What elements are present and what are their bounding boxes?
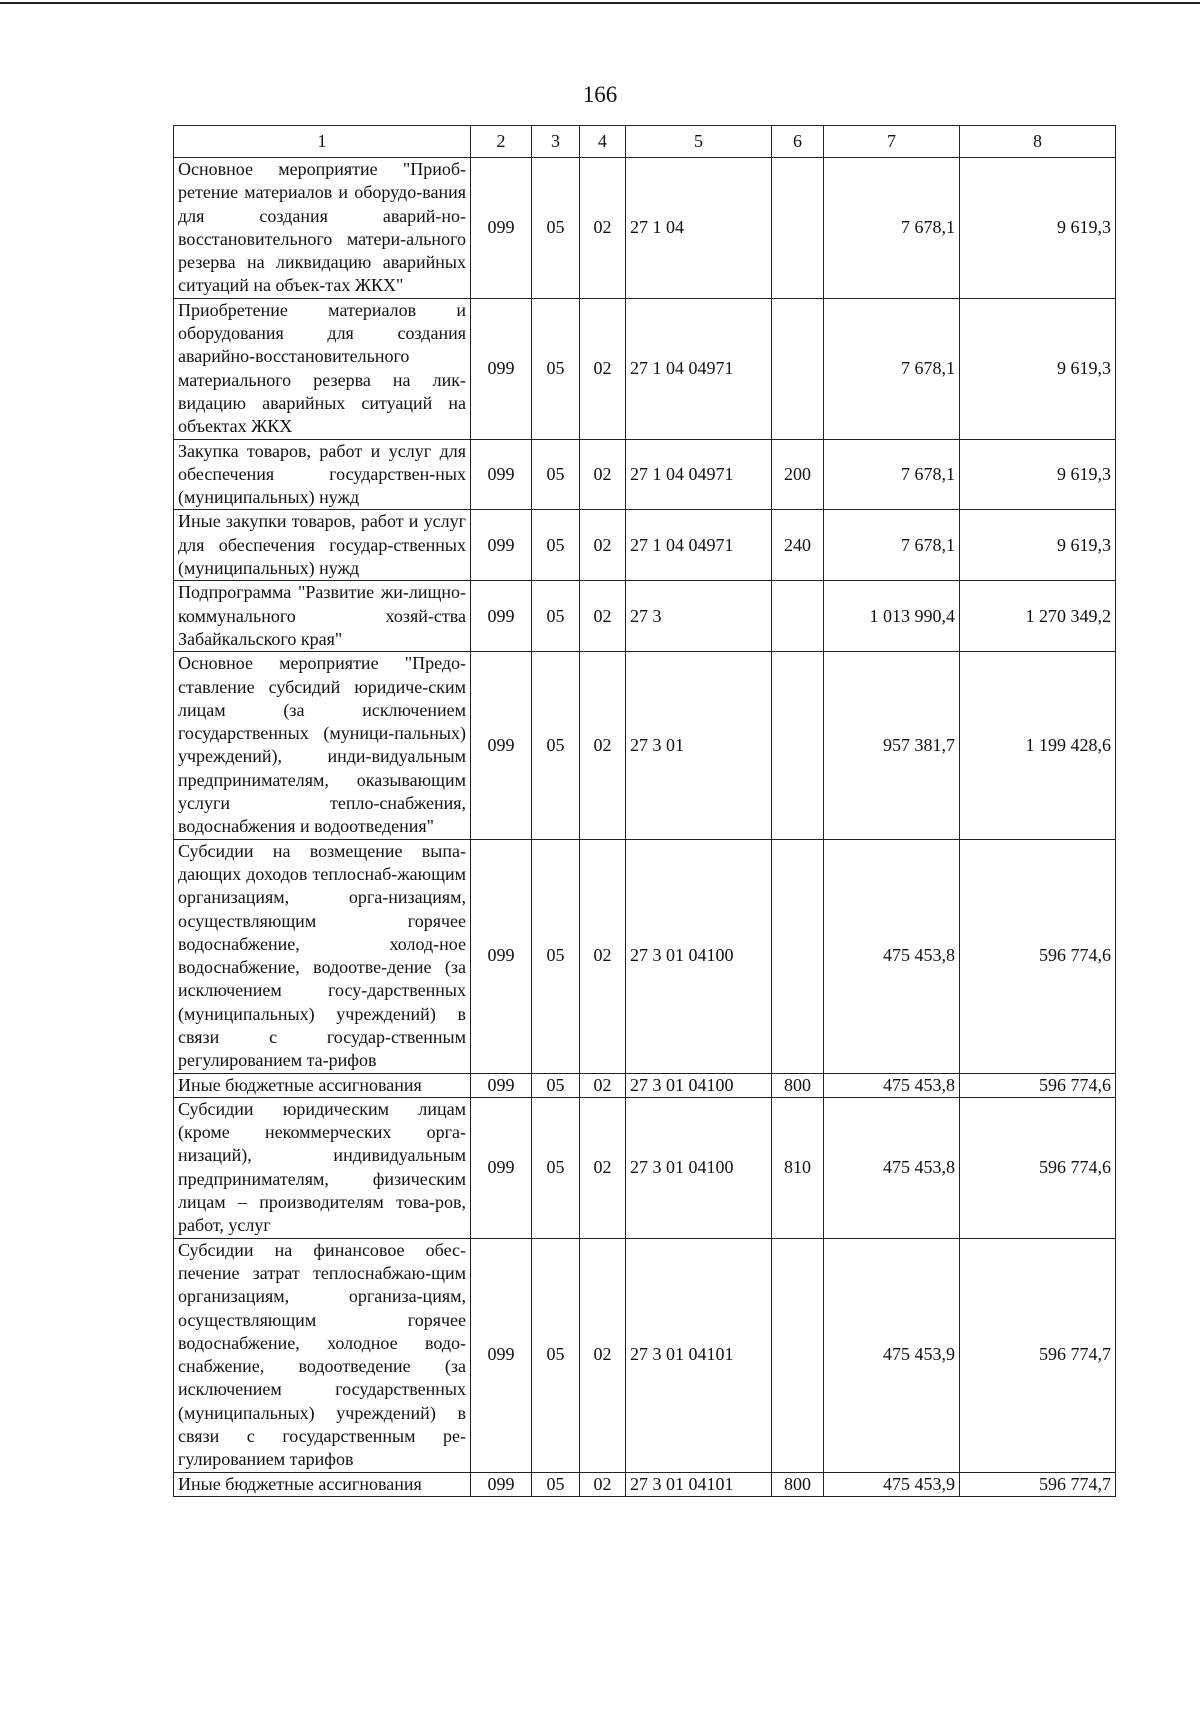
- budget-table: [173, 125, 1116, 1497]
- table-row: [174, 1472, 1116, 1496]
- cell-target-article: 27 1 04 04971: [626, 439, 772, 510]
- cell-expense-type: 240: [772, 510, 824, 581]
- cell-subsection: 02: [580, 1073, 626, 1097]
- cell-subsection: 02: [580, 510, 626, 581]
- row-description: Иные закупки товаров, работ и услуг для обеспечения государ-ственных (муниципальных) нужд: [174, 510, 471, 581]
- cell-amount-col8: 596 774,6: [960, 1073, 1116, 1097]
- row-description: Субсидии юридическим лицам (кроме некоммерческих орга-низаций), индивидуальным предпринимателям, физическим лицам – производителям това-ров, работ, услуг: [174, 1097, 471, 1238]
- cell-section: 05: [532, 158, 580, 299]
- cell-target-article: 27 1 04 04971: [626, 298, 772, 439]
- cell-expense-type: [772, 298, 824, 439]
- row-description: Закупка товаров, работ и услуг для обеспечения государствен-ных (муниципальных) нужд: [174, 439, 471, 510]
- cell-amount-col8: 9 619,3: [960, 439, 1116, 510]
- cell-target-article: 27 3 01 04100: [626, 1097, 772, 1238]
- column-header: 2: [471, 126, 532, 158]
- cell-expense-type: 810: [772, 1097, 824, 1238]
- row-description: Субсидии на возмещение выпа-дающих доходов теплоснаб-жающим организациям, орга-низациям, осуществляющим горячее водоснабжение, холод-ное водоснабжение, водоотве-дение (за исключением госу-дарственных (муниципальных) учреждений) в связи с государ-ственным регулированием та-рифов: [174, 839, 471, 1073]
- cell-amount-col8: 596 774,6: [960, 839, 1116, 1073]
- cell-ministry-code: 099: [471, 581, 532, 652]
- table-row: [174, 1238, 1116, 1472]
- column-header: 6: [772, 126, 824, 158]
- cell-target-article: 27 3 01: [626, 652, 772, 839]
- cell-amount-col7: 7 678,1: [824, 510, 960, 581]
- cell-amount-col8: 1 199 428,6: [960, 652, 1116, 839]
- column-header: 7: [824, 126, 960, 158]
- cell-subsection: 02: [580, 839, 626, 1073]
- cell-target-article: 27 3 01 04100: [626, 839, 772, 1073]
- cell-expense-type: [772, 581, 824, 652]
- cell-section: 05: [532, 839, 580, 1073]
- cell-amount-col8: 9 619,3: [960, 298, 1116, 439]
- cell-subsection: 02: [580, 298, 626, 439]
- cell-section: 05: [532, 439, 580, 510]
- table-row: [174, 652, 1116, 839]
- cell-expense-type: 200: [772, 439, 824, 510]
- row-description: Иные бюджетные ассигнования: [174, 1472, 471, 1496]
- cell-amount-col7: 475 453,8: [824, 1073, 960, 1097]
- column-header: 3: [532, 126, 580, 158]
- cell-amount-col7: 475 453,8: [824, 1097, 960, 1238]
- cell-subsection: 02: [580, 1238, 626, 1472]
- table-row: [174, 1073, 1116, 1097]
- table-row: [174, 298, 1116, 439]
- row-description: Субсидии на финансовое обес-печение затрат теплоснабжаю-щим организациям, организа-циям, осуществляющим горячее водоснабжение, холодное водо-снабжение, водоотведение (за исключением государственных (муниципальных) учреждений) в связи с государственным ре-гулированием тарифов: [174, 1238, 471, 1472]
- cell-section: 05: [532, 1073, 580, 1097]
- cell-amount-col8: 596 774,6: [960, 1097, 1116, 1238]
- cell-section: 05: [532, 652, 580, 839]
- table-row: [174, 839, 1116, 1073]
- cell-subsection: 02: [580, 652, 626, 839]
- cell-amount-col7: 475 453,9: [824, 1472, 960, 1496]
- cell-ministry-code: 099: [471, 158, 532, 299]
- cell-expense-type: 800: [772, 1073, 824, 1097]
- cell-expense-type: [772, 158, 824, 299]
- cell-amount-col7: 957 381,7: [824, 652, 960, 839]
- cell-ministry-code: 099: [471, 1238, 532, 1472]
- cell-target-article: 27 3: [626, 581, 772, 652]
- row-description: Иные бюджетные ассигнования: [174, 1073, 471, 1097]
- table-row: [174, 510, 1116, 581]
- cell-amount-col8: 9 619,3: [960, 158, 1116, 299]
- column-header: 8: [960, 126, 1116, 158]
- cell-amount-col7: 475 453,9: [824, 1238, 960, 1472]
- cell-ministry-code: 099: [471, 1073, 532, 1097]
- cell-section: 05: [532, 1097, 580, 1238]
- cell-expense-type: 800: [772, 1472, 824, 1496]
- cell-ministry-code: 099: [471, 298, 532, 439]
- cell-amount-col7: 7 678,1: [824, 298, 960, 439]
- cell-expense-type: [772, 1238, 824, 1472]
- cell-section: 05: [532, 298, 580, 439]
- column-header: 4: [580, 126, 626, 158]
- page-number: 166: [582, 82, 618, 107]
- cell-amount-col8: 9 619,3: [960, 510, 1116, 581]
- cell-ministry-code: 099: [471, 839, 532, 1073]
- cell-subsection: 02: [580, 1472, 626, 1496]
- cell-amount-col7: 475 453,8: [824, 839, 960, 1073]
- cell-target-article: 27 3 01 04100: [626, 1073, 772, 1097]
- column-header: 5: [626, 126, 772, 158]
- cell-expense-type: [772, 652, 824, 839]
- table-row: [174, 158, 1116, 299]
- cell-ministry-code: 099: [471, 1472, 532, 1496]
- cell-subsection: 02: [580, 439, 626, 510]
- table-header-row: [174, 126, 1116, 158]
- row-description: Основное мероприятие "Приоб-ретение материалов и оборудо-вания для создания аварий-но-восстановительного матери-ального резерва на ликвидацию аварийных ситуаций на объек-тах ЖКХ": [174, 158, 471, 299]
- cell-amount-col7: 1 013 990,4: [824, 581, 960, 652]
- cell-ministry-code: 099: [471, 510, 532, 581]
- column-header: 1: [174, 126, 471, 158]
- top-border-line: [0, 2, 1200, 4]
- cell-target-article: 27 3 01 04101: [626, 1238, 772, 1472]
- cell-amount-col7: 7 678,1: [824, 439, 960, 510]
- cell-section: 05: [532, 1472, 580, 1496]
- row-description: Подпрограмма "Развитие жи-лищно-коммунального хозяй-ства Забайкальского края": [174, 581, 471, 652]
- cell-subsection: 02: [580, 581, 626, 652]
- row-description: Приобретение материалов и оборудования для создания аварийно-восстановительного материального резерва на лик-видацию аварийных ситуаций на объектах ЖКХ: [174, 298, 471, 439]
- cell-section: 05: [532, 510, 580, 581]
- cell-target-article: 27 1 04: [626, 158, 772, 299]
- cell-ministry-code: 099: [471, 439, 532, 510]
- cell-section: 05: [532, 1238, 580, 1472]
- table-row: [174, 581, 1116, 652]
- cell-section: 05: [532, 581, 580, 652]
- cell-amount-col8: 596 774,7: [960, 1472, 1116, 1496]
- cell-target-article: 27 1 04 04971: [626, 510, 772, 581]
- cell-ministry-code: 099: [471, 652, 532, 839]
- cell-target-article: 27 3 01 04101: [626, 1472, 772, 1496]
- cell-expense-type: [772, 839, 824, 1073]
- cell-subsection: 02: [580, 1097, 626, 1238]
- table-row: [174, 439, 1116, 510]
- table-row: [174, 1097, 1116, 1238]
- cell-subsection: 02: [580, 158, 626, 299]
- cell-ministry-code: 099: [471, 1097, 532, 1238]
- cell-amount-col8: 596 774,7: [960, 1238, 1116, 1472]
- cell-amount-col7: 7 678,1: [824, 158, 960, 299]
- row-description: Основное мероприятие "Предо-ставление субсидий юридиче-ским лицам (за исключением государственных (муници-пальных) учреждений), инди-видуальным предпринимателям, оказывающим услуги тепло-снабжения, водоснабжения и водоотведения": [174, 652, 471, 839]
- cell-amount-col8: 1 270 349,2: [960, 581, 1116, 652]
